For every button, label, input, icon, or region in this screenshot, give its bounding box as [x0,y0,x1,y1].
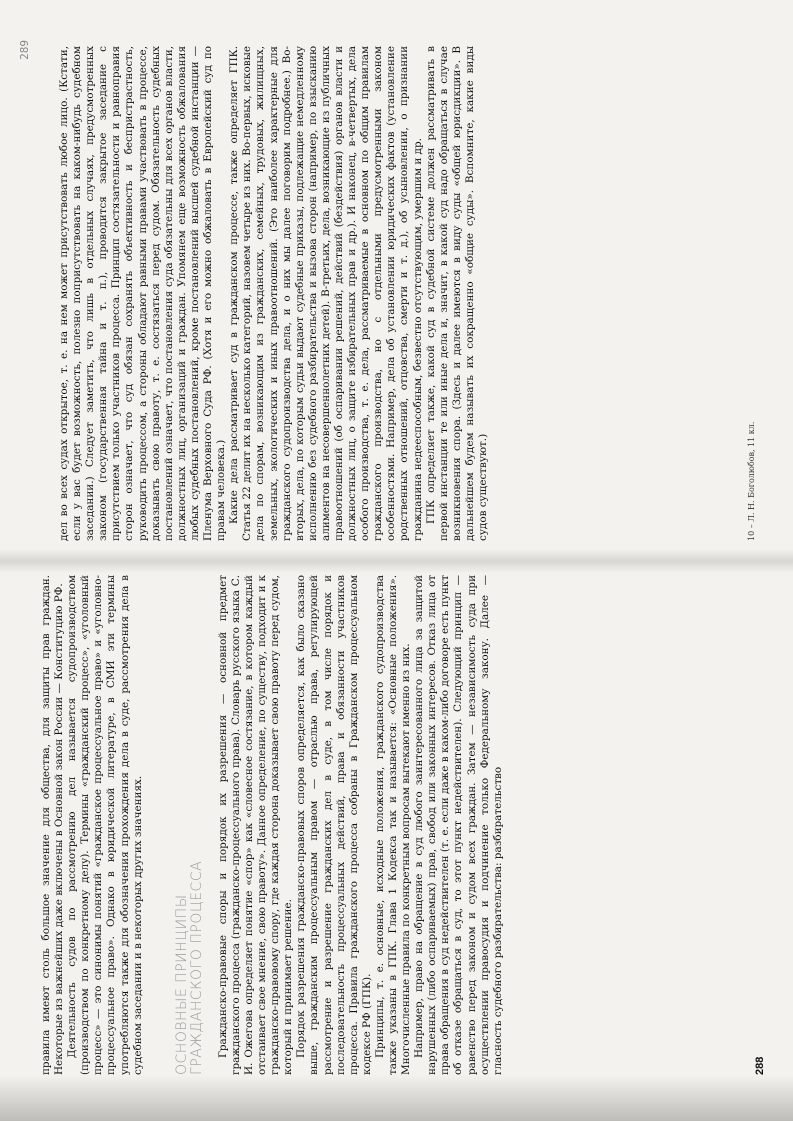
paragraph: правила имеют столь большое значение для общества, для защиты прав граждан. Некоторые из важнейших даже включены в Основной закон России — Конституцию РФ. [40,575,66,1075]
paragraph: Порядок разрешения гражданско-правовых споров определяется, как было сказано выше, гражданским процессуальным правом — отраслью права, регулирующей рассмотрение и разрешение гражданских дел в суде, в том числе порядок и последовательность процессуальных действий, права и обязанности участников процесса. Правила гражданского процесса собраны в Гражданском процессуальном кодексе РФ (ГПК). [295,575,373,1075]
paragraph: Какие дела рассматривает суд в гражданском процессе, также определяет ГПК. Статья 22 делит их на несколько категорий, назовем четыре из них. Во-первых, исковые дела по спорам, возникающим из гражданских, семейных, трудовых, жилищных, земельных, экологических и иных правоотношений. (Это наиболее характерные для гражданского судопроизводства дела, и о них мы далее поговорим подробнее.) Во-вторых, дела, по которым судьи выдают судебные приказы, подлежащие немедленному исполнению без судебного разбирательства и вызова сторон (например, по взысканию алиментов на несовершеннолетних детей). В-третьих, дела, возникающие из публичных правоотношений (об оспаривании решений, действий (бездействия) органов власти и должностных лиц, о защите избирательных прав и др.). И наконец, в-четвертых, дела особого производства, т. е. дела, рассматриваемые в основном по общим правилам гражданского производства, но с отдельными предусмотренными законом особенностями. Например, дела об установлении юридических фактов (установление родственных отношений, отцовства, смерти и т. д.), об усыновлении, о признании гражданина недееспособным, безвестно отсутствующим, умершим и др. [228,46,424,541]
paragraph: ГПК определяет также, какой суд в судебной системе должен рассматривать в первой инстанции те или иные дела и, значит, в какой суд надо обращаться в случае возникновения спора. (Здесь и далее имеются в виду суды «общей юрисдикции». В дальнейшем будем называть их сокращенно «общие суды». Вспомните, какие виды судов существуют.) [424,46,489,541]
paragraph: Гражданско-правовые споры и порядок их разрешения — основной предмет гражданского процесса (гражданско-процессуального права). Словарь русского языка С. И. Ожегова определяет понятие «спор» как «словесное состязание, в котором каждый отстаивает свое мнение, свою правоту». Данное определение, по существу, подходит и к гражданско-правовому спору, где каждая сторона доказывает свою правоту перед судом, который и принимает решение. [216,575,295,1075]
chapter-title-line: ГРАЖДАНСКОГО ПРОЦЕССА [188,860,205,1075]
right-column [58,46,490,541]
paragraph: Деятельность судов по рассмотрению дел называется судопроизводством (производством по конкретному делу). Термины «гражданский процесс», «уголовный процесс» — это синонимы понятий «гражданское процессуальное право» и «уголовно-процессуальное право». Однако в юридической литературе, в СМИ эти термины употребляются также для обозначения прохождения дела в суде, рассмотрения дела в судебном заседании и в некоторых других значениях. [66,575,144,1075]
chapter-title [175,575,205,1075]
page-number: 289 [18,40,31,60]
page-footer-signature: 10 – Л. Н. Боголюбов, 11 кл. [747,421,756,541]
chapter-title-line: ОСНОВНЫЕ ПРИНЦИПЫ [173,894,190,1075]
paragraph: Например, право на обращение в суд любого заинтересованного лица за защитой нарушенных (либо оспариваемых) прав, свобод или законных интересов. Отказ лица от права обращения в суд недействителен (т. е. если даже в каком-либо договоре есть пункт об отказе обращаться в суд, то этот пункт недействителен). Следующий принцип — равенство перед законом и судом всех граждан. Затем — независимость суда при осуществлении правосудия и подчинение только Федеральному закону. Далее — гласность судебного разбирательства: разбирательство [413,575,504,1075]
left-page [0,561,793,1121]
page-number: 288 [754,1056,766,1075]
left-column [40,575,505,1075]
paragraph: Принципы, т. е. основные, исходные положения, гражданского судопроизводства также указаны в ГПК. Глава 1 Кодекса так и называется: «Основные положения». Многочисленные правила по конкретным вопросам вытекают именно из них. [373,575,413,1075]
paragraph: дел во всех судах открытое, т. е. на нем может присутствовать любое лицо. (Кстати, если у вас будет возможность, полезно поприсутствовать на каком-нибудь судебном заседании.) Следует заметить, что лишь в отдельных случаях, предусмотренных законом (государственная тайна и т. п.), проводится закрытое заседание с присутствием только участников процесса. Принцип состязательности и равноправия сторон означает, что суд обязан сохранять объективность и беспристрастность, руководить процессом, а стороны обладают равными правами участвовать в процессе, доказывать свою правоту, т. е. состязаться перед судом. Обязательность судебных постановлений означает, что постановления суда обязательны для всех органов власти, должностных лиц, организаций и граждан. Упомянем еще возможность обжалования любых судебных постановлений, кроме постановлений высшей судебной инстанции — Пленума Верховного Суда РФ. (Хотя и его можно обжаловать в Европейский суд по правам человека.) [58,46,228,541]
